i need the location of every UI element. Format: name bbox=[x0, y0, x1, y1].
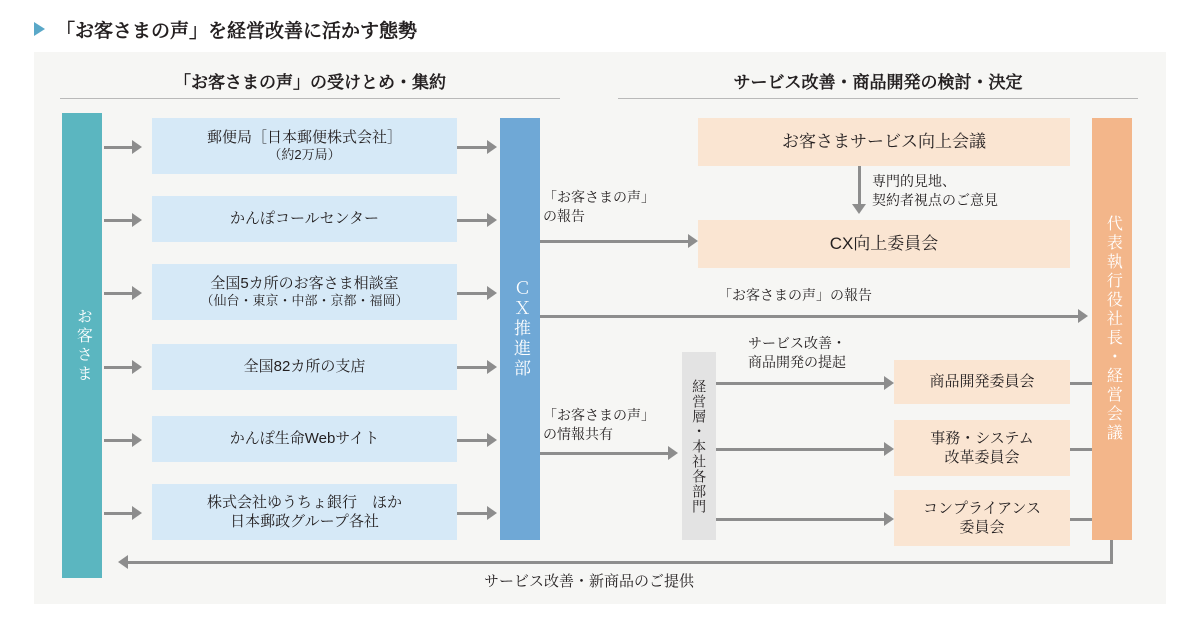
intake-channel-group-companies-line1: 株式会社ゆうちょ銀行 ほか bbox=[206, 493, 402, 511]
label-proposal-line2: 商品開発の提起 bbox=[748, 353, 846, 370]
page-title: 「お客さまの声」を経営改善に活かす態勢 bbox=[56, 21, 418, 42]
connector-service-improvement-to-cx-committee bbox=[858, 166, 861, 206]
arrow-customer-to-channel-3 bbox=[132, 286, 142, 300]
customer-column-label: お客さま bbox=[74, 307, 92, 384]
committee-compliance-line2: 委員会 bbox=[959, 519, 1005, 536]
intake-channel-website[interactable] bbox=[152, 416, 457, 462]
arrow-management-to-product-dev bbox=[884, 376, 894, 390]
committee-office-system-reform-line2: 改革委員会 bbox=[944, 449, 1020, 466]
executive-column-label: 代表執行役社長・経営会議 bbox=[1104, 215, 1122, 443]
meeting-service-improvement-label: お客さまサービス向上会議 bbox=[782, 131, 986, 151]
intake-channel-branches[interactable] bbox=[152, 344, 457, 390]
cx-department-column bbox=[500, 118, 540, 540]
arrow-channel-5-to-cx bbox=[487, 433, 497, 447]
arrow-customer-to-channel-6 bbox=[132, 506, 142, 520]
connector-customer-to-channel-6 bbox=[104, 512, 134, 515]
committee-product-development[interactable] bbox=[894, 360, 1070, 404]
intake-channel-consultation-rooms[interactable] bbox=[152, 264, 457, 320]
intake-channel-group-companies[interactable] bbox=[152, 484, 457, 540]
triangle-marker-icon bbox=[34, 22, 45, 36]
intake-channel-post-office-line2: （約2万局） bbox=[268, 147, 341, 163]
connector-channel-1-to-cx bbox=[457, 146, 489, 149]
arrow-customer-to-channel-5 bbox=[132, 433, 142, 447]
arrow-customer-to-channel-2 bbox=[132, 213, 142, 227]
connector-customer-to-channel-2 bbox=[104, 219, 134, 222]
arrow-channel-4-to-cx bbox=[487, 360, 497, 374]
intake-channel-call-center-label: かんぽコールセンター bbox=[229, 210, 380, 228]
connector-customer-to-channel-3 bbox=[104, 292, 134, 295]
committee-office-system-reform[interactable] bbox=[894, 420, 1070, 476]
management-column bbox=[682, 352, 716, 540]
meeting-cx-committee-label: CX向上委員会 bbox=[829, 233, 939, 253]
connector-management-to-product-dev bbox=[716, 382, 886, 385]
committee-compliance[interactable] bbox=[894, 490, 1070, 546]
intake-channel-branches-label: 全国82カ所の支店 bbox=[243, 358, 366, 376]
connector-channel-6-to-cx bbox=[457, 512, 489, 515]
arrow-cx-to-cx-committee bbox=[688, 234, 698, 248]
customer-column bbox=[62, 113, 102, 578]
arrow-channel-1-to-cx bbox=[487, 140, 497, 154]
connector-product-dev-to-executive bbox=[1070, 382, 1094, 385]
arrow-feedback-to-customer bbox=[118, 555, 128, 569]
section-heading-left: 「お客さまの声」の受けとめ・集約 bbox=[174, 73, 446, 92]
label-report-to-cx-committee-line1: 「お客さまの声」 bbox=[543, 189, 655, 205]
section-rule-left bbox=[60, 98, 560, 99]
label-report-to-cx-committee-line2: の報告 bbox=[543, 207, 585, 224]
connector-customer-to-channel-1 bbox=[104, 146, 134, 149]
label-share-info-line2: の情報共有 bbox=[543, 425, 613, 442]
intake-channel-post-office[interactable] bbox=[152, 118, 457, 174]
connector-channel-2-to-cx bbox=[457, 219, 489, 222]
connector-channel-3-to-cx bbox=[457, 292, 489, 295]
arrow-cx-to-management bbox=[668, 446, 678, 460]
connector-system-reform-to-executive bbox=[1070, 448, 1094, 451]
section-heading-right: サービス改善・商品開発の検討・決定 bbox=[733, 73, 1023, 92]
intake-channel-consultation-rooms-line2: （仙台・東京・中部・京都・福岡） bbox=[200, 293, 409, 309]
label-proposal bbox=[748, 334, 846, 372]
arrow-cx-to-executive bbox=[1078, 309, 1088, 323]
connector-channel-5-to-cx bbox=[457, 439, 489, 442]
management-column-label: 経営層・本社各部門 bbox=[691, 378, 708, 514]
intake-channel-consultation-rooms-line1: 全国5カ所のお客さま相談室 bbox=[210, 274, 399, 292]
meeting-cx-committee[interactable] bbox=[698, 220, 1070, 268]
committee-product-development-label: 商品開発委員会 bbox=[929, 373, 1035, 391]
arrow-management-to-compliance bbox=[884, 512, 894, 526]
label-share-info-line1: 「お客さまの声」 bbox=[543, 407, 655, 423]
intake-channel-group-companies-line2: 日本郵政グループ各社 bbox=[230, 513, 379, 530]
label-report-direct bbox=[718, 286, 872, 305]
committee-compliance-line1: コンプライアンス bbox=[922, 499, 1042, 517]
label-expert-view-line2: 契約者視点のご意見 bbox=[872, 191, 998, 208]
label-report-to-cx-committee bbox=[543, 188, 655, 226]
connector-cx-to-executive bbox=[540, 315, 1080, 318]
cx-department-label: ＣＸ推進部 bbox=[511, 279, 531, 379]
arrow-channel-2-to-cx bbox=[487, 213, 497, 227]
label-report-direct-text: 「お客さまの声」の報告 bbox=[718, 287, 872, 303]
intake-channel-post-office-line1: 郵便局［日本郵便株式会社］ bbox=[206, 128, 402, 146]
intake-channel-website-label: かんぽ生命Webサイト bbox=[229, 430, 380, 448]
label-share-info bbox=[543, 406, 655, 444]
connector-feedback-horizontal bbox=[128, 561, 1113, 564]
feedback-caption: サービス改善・新商品のご提供 bbox=[478, 570, 700, 591]
intake-channel-call-center[interactable] bbox=[152, 196, 457, 242]
arrow-management-to-system-reform bbox=[884, 442, 894, 456]
arrow-customer-to-channel-4 bbox=[132, 360, 142, 374]
arrow-service-improvement-to-cx-committee bbox=[852, 204, 866, 214]
label-expert-view bbox=[872, 172, 998, 210]
connector-cx-to-management bbox=[540, 452, 670, 455]
label-expert-view-line1: 専門的見地、 bbox=[872, 173, 956, 189]
connector-cx-to-cx-committee bbox=[540, 240, 690, 243]
arrow-customer-to-channel-1 bbox=[132, 140, 142, 154]
label-proposal-line1: サービス改善・ bbox=[748, 335, 846, 351]
meeting-service-improvement[interactable] bbox=[698, 118, 1070, 166]
section-rule-right bbox=[618, 98, 1138, 99]
arrow-channel-3-to-cx bbox=[487, 286, 497, 300]
connector-channel-4-to-cx bbox=[457, 366, 489, 369]
arrow-channel-6-to-cx bbox=[487, 506, 497, 520]
connector-management-to-system-reform bbox=[716, 448, 886, 451]
committee-office-system-reform-line1: 事務・システム bbox=[930, 429, 1034, 447]
connector-customer-to-channel-4 bbox=[104, 366, 134, 369]
connector-compliance-to-executive bbox=[1070, 518, 1094, 521]
connector-management-to-compliance bbox=[716, 518, 886, 521]
connector-customer-to-channel-5 bbox=[104, 439, 134, 442]
executive-column bbox=[1092, 118, 1132, 540]
